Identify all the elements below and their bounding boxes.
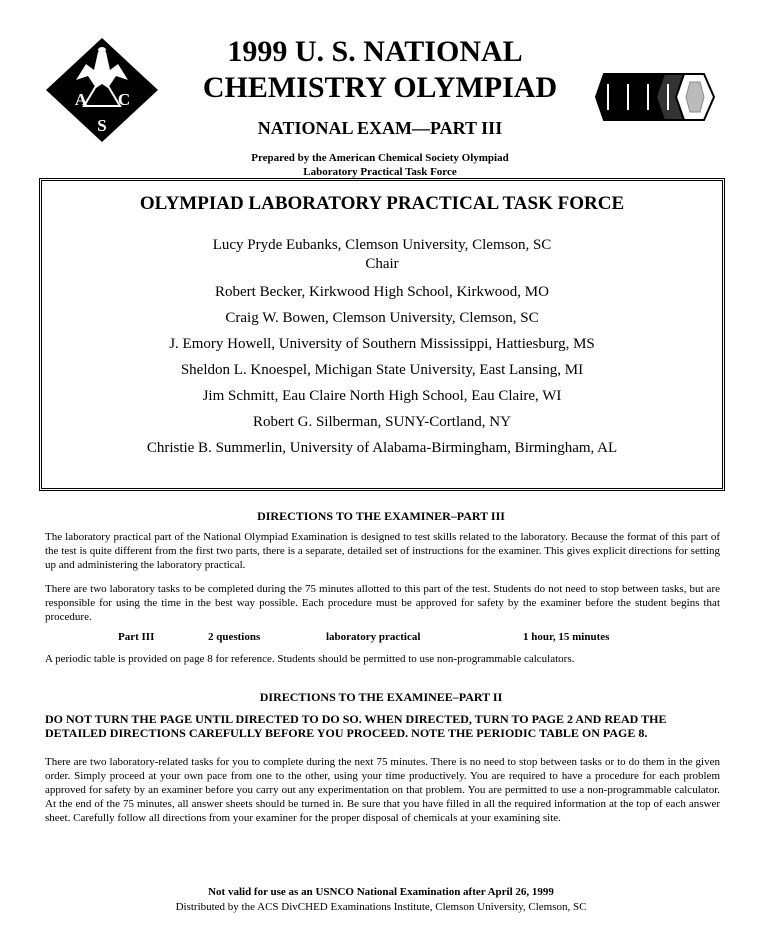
prepared-by-line-2: Laboratory Practical Task Force: [303, 166, 457, 178]
question-count: 2 questions: [208, 631, 261, 643]
task-force-member: Craig W. Bowen, Clemson University, Clemson, SC: [225, 310, 539, 326]
title-line-1: 1999 U. S. NATIONAL: [227, 35, 523, 68]
title-line-2: CHEMISTRY OLYMPIAD: [202, 71, 558, 104]
acs-letter-a: A: [74, 90, 88, 109]
examinee-warning: DO NOT TURN THE PAGE UNTIL DIRECTED TO DO SO. WHEN DIRECTED, TURN TO PAGE 2 AND READ THE DETAILED DIRECTIONS CAREFULLY BEFORE YOU PROCEED. NOTE THE PERIODIC TABLE ON PAGE 8.: [45, 712, 667, 740]
examiner-paragraph-3: A periodic table is provided on page 8 for reference. Students should be permitted to use non-programmable calculators.: [45, 653, 575, 665]
task-force-member: Robert G. Silberman, SUNY-Cortland, NY: [253, 414, 511, 430]
footer-validity: Not valid for use as an USNCO National Examination after April 26, 1999: [208, 886, 554, 898]
acs-logo: [44, 36, 160, 144]
task-force-chair: Lucy Pryde Eubanks, Clemson University, Clemson, SC: [212, 237, 552, 253]
task-force-chair-role: Chair: [365, 256, 399, 272]
task-force-member: J. Emory Howell, University of Southern Mississippi, Hattiesburg, MS: [169, 336, 595, 352]
usnco-logo: [594, 70, 720, 124]
task-force-member: Robert Becker, Kirkwood High School, Kirkwood, MO: [215, 284, 549, 300]
prepared-by-line-1: Prepared by the American Chemical Society Olympiad: [251, 152, 509, 164]
examinee-directions-title: DIRECTIONS TO THE EXAMINEE–PART II: [259, 690, 503, 704]
task-force-member: Jim Schmitt, Eau Claire North High School, Eau Claire, WI: [202, 388, 562, 404]
part-label: Part III: [118, 631, 155, 643]
task-force-member: Christie B. Summerlin, University of Alabama-Birmingham, Birmingham, AL: [146, 440, 618, 456]
examinee-paragraph: There are two laboratory-related tasks for you to complete during the next 75 minutes. There is no need to stop between tasks or to do them in the given order. Simply proceed at your own pace from one to the other, using your time productively. You are required to have a procedure for each problem approved for safety by an examiner before you carry out any experimentation on that problem. You are permitted to use a non-programmable calculator. At the end of the 75 minutes, all answer sheets should be turned in. Be sure that you have filled in all the required information at the top of each answer sheet. Carefully follow all directions from your examiner for the proper disposal of chemicals at your examining site.: [45, 756, 720, 824]
examiner-paragraph-1: The laboratory practical part of the National Olympiad Examination is designed to test skills related to the laboratory. Because the format of this part of the test is quite different from the first two parts, there is a separate, detailed set of instructions for the examiner. This gives explicit directions for setting up and administering the laboratory practical.: [45, 531, 720, 571]
task-force-box: [39, 178, 725, 491]
examiner-paragraph-2: There are two laboratory tasks to be completed during the 75 minutes allotted to this part of the test. Students do not need to stop between tasks, but are responsible for using the time in the best way possible. Each procedure must be approved for safety by the examiner before the student begins that procedure.: [45, 583, 720, 623]
examiner-directions-title: DIRECTIONS TO THE EXAMINER–PART III: [257, 509, 505, 523]
exam-type: laboratory practical: [326, 631, 421, 643]
task-force-member: Sheldon L. Knoespel, Michigan State University, East Lansing, MI: [180, 362, 584, 378]
footer-distribution: Distributed by the ACS DivCHED Examinations Institute, Clemson University, Clemson, SC: [175, 901, 587, 913]
acs-letter-c: C: [117, 90, 131, 109]
task-force-title: OLYMPIAD LABORATORY PRACTICAL TASK FORCE: [139, 193, 625, 214]
acs-letter-s: S: [97, 116, 107, 135]
exam-subtitle: NATIONAL EXAM—PART III: [257, 118, 503, 138]
part-summary-row: [0, 631, 762, 645]
time-allotted: 1 hour, 15 minutes: [523, 631, 610, 643]
